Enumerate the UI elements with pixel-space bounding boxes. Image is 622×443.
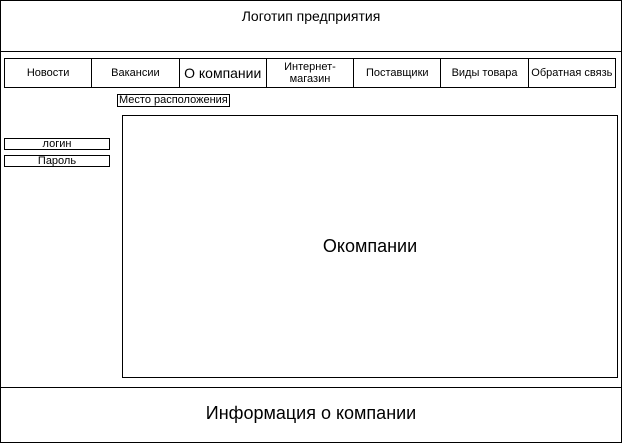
login-field[interactable]: логин [4,138,110,150]
main-nav [4,58,616,88]
nav-item-suppliers[interactable]: Поставщики [353,59,440,87]
nav-item-feedback[interactable]: Обратная связь [528,59,615,87]
password-field[interactable]: Пароль [4,155,110,167]
nav-item-about[interactable]: О компании [179,59,266,87]
content-title: Окомпании [322,236,418,256]
content-area [122,115,618,378]
nav-item-vacancies[interactable]: Вакансии [91,59,178,87]
header-divider [0,51,622,52]
nav-item-shop[interactable]: Интернет- магазин [266,59,353,87]
nav-item-news[interactable]: Новости [26,67,70,79]
nav-item-product-types[interactable]: Виды товара [440,59,527,87]
footer-info: Информация о компании [205,403,417,423]
footer-divider [0,387,622,388]
location-link[interactable]: Место расположения [119,94,228,106]
header-logo: Логотип предприятия [241,8,381,24]
